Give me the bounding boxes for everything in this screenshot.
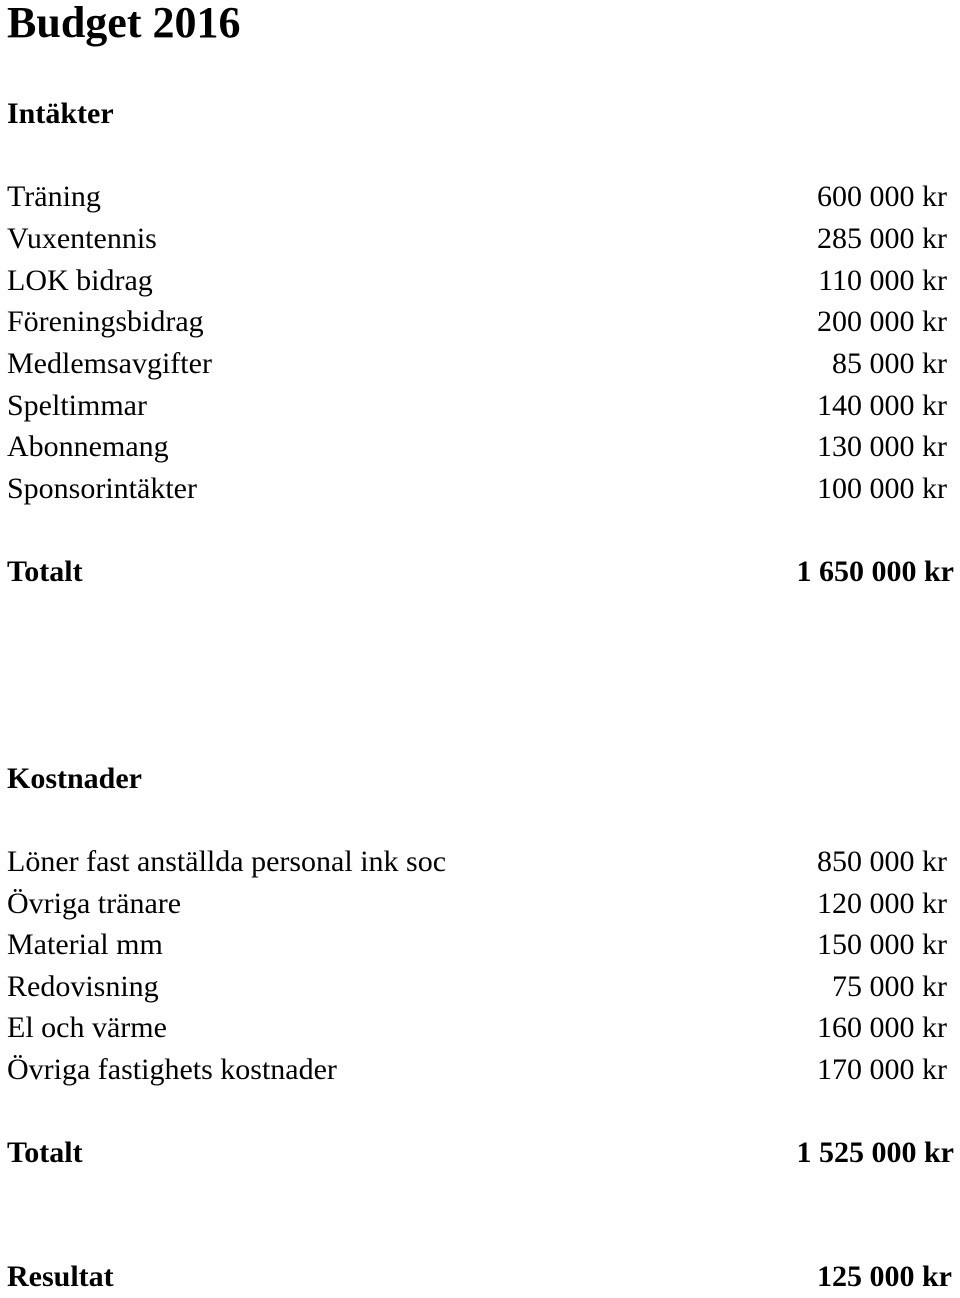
cost-row xyxy=(7,966,947,1008)
income-row-label: Sponsorintäkter xyxy=(7,472,197,505)
income-row-label: Vuxentennis xyxy=(7,222,157,255)
income-row xyxy=(7,426,947,468)
cost-row-label: Löner fast anställda personal ink soc xyxy=(7,845,447,878)
income-row-label: Medlemsavgifter xyxy=(7,347,212,380)
cost-row xyxy=(7,1049,947,1091)
income-row-label: Speltimmar xyxy=(7,389,147,422)
cost-row-label: Övriga fastighets kostnader xyxy=(7,1053,337,1086)
costs-total-row xyxy=(7,1132,954,1174)
income-row-label: Träning xyxy=(7,180,101,213)
income-row-value: 600 000 kr xyxy=(817,180,947,213)
income-row xyxy=(7,260,947,302)
income-total-label: Totalt xyxy=(7,555,83,588)
income-row xyxy=(7,468,947,510)
income-row-value: 200 000 kr xyxy=(817,305,947,338)
income-row xyxy=(7,176,947,218)
cost-row-value: 75 000 kr xyxy=(832,970,947,1003)
income-row xyxy=(7,343,947,385)
income-total-row xyxy=(7,551,954,593)
income-row-value: 140 000 kr xyxy=(817,389,947,422)
income-row-value: 110 000 kr xyxy=(818,264,947,297)
cost-row-value: 170 000 kr xyxy=(817,1053,947,1086)
cost-row-value: 120 000 kr xyxy=(817,887,947,920)
cost-row xyxy=(7,883,947,925)
cost-row xyxy=(7,841,947,883)
cost-row-label: El och värme xyxy=(7,1011,167,1044)
cost-row-value: 850 000 kr xyxy=(817,845,947,878)
income-row-label: LOK bidrag xyxy=(7,264,153,297)
result-row xyxy=(7,1256,952,1298)
income-row-label: Föreningsbidrag xyxy=(7,305,204,338)
cost-row xyxy=(7,924,947,966)
document-title: Budget 2016 xyxy=(7,0,241,47)
cost-row-value: 150 000 kr xyxy=(817,928,947,961)
income-row xyxy=(7,218,947,260)
income-row-value: 285 000 kr xyxy=(817,222,947,255)
cost-row-label: Redovisning xyxy=(7,970,159,1003)
income-heading: Intäkter xyxy=(7,97,114,130)
cost-row-label: Material mm xyxy=(7,928,163,961)
cost-row-value: 160 000 kr xyxy=(817,1011,947,1044)
costs-heading: Kostnader xyxy=(7,762,142,795)
income-row-value: 85 000 kr xyxy=(832,347,947,380)
costs-total-value: 1 525 000 kr xyxy=(796,1136,954,1169)
income-row xyxy=(7,385,947,427)
result-label: Resultat xyxy=(7,1260,114,1293)
cost-row xyxy=(7,1007,947,1049)
result-value: 125 000 kr xyxy=(817,1260,952,1293)
income-total-value: 1 650 000 kr xyxy=(796,555,954,588)
income-row-label: Abonnemang xyxy=(7,430,169,463)
income-row-value: 130 000 kr xyxy=(817,430,947,463)
costs-total-label: Totalt xyxy=(7,1136,83,1169)
income-row xyxy=(7,301,947,343)
income-row-value: 100 000 kr xyxy=(817,472,947,505)
cost-row-label: Övriga tränare xyxy=(7,887,182,920)
